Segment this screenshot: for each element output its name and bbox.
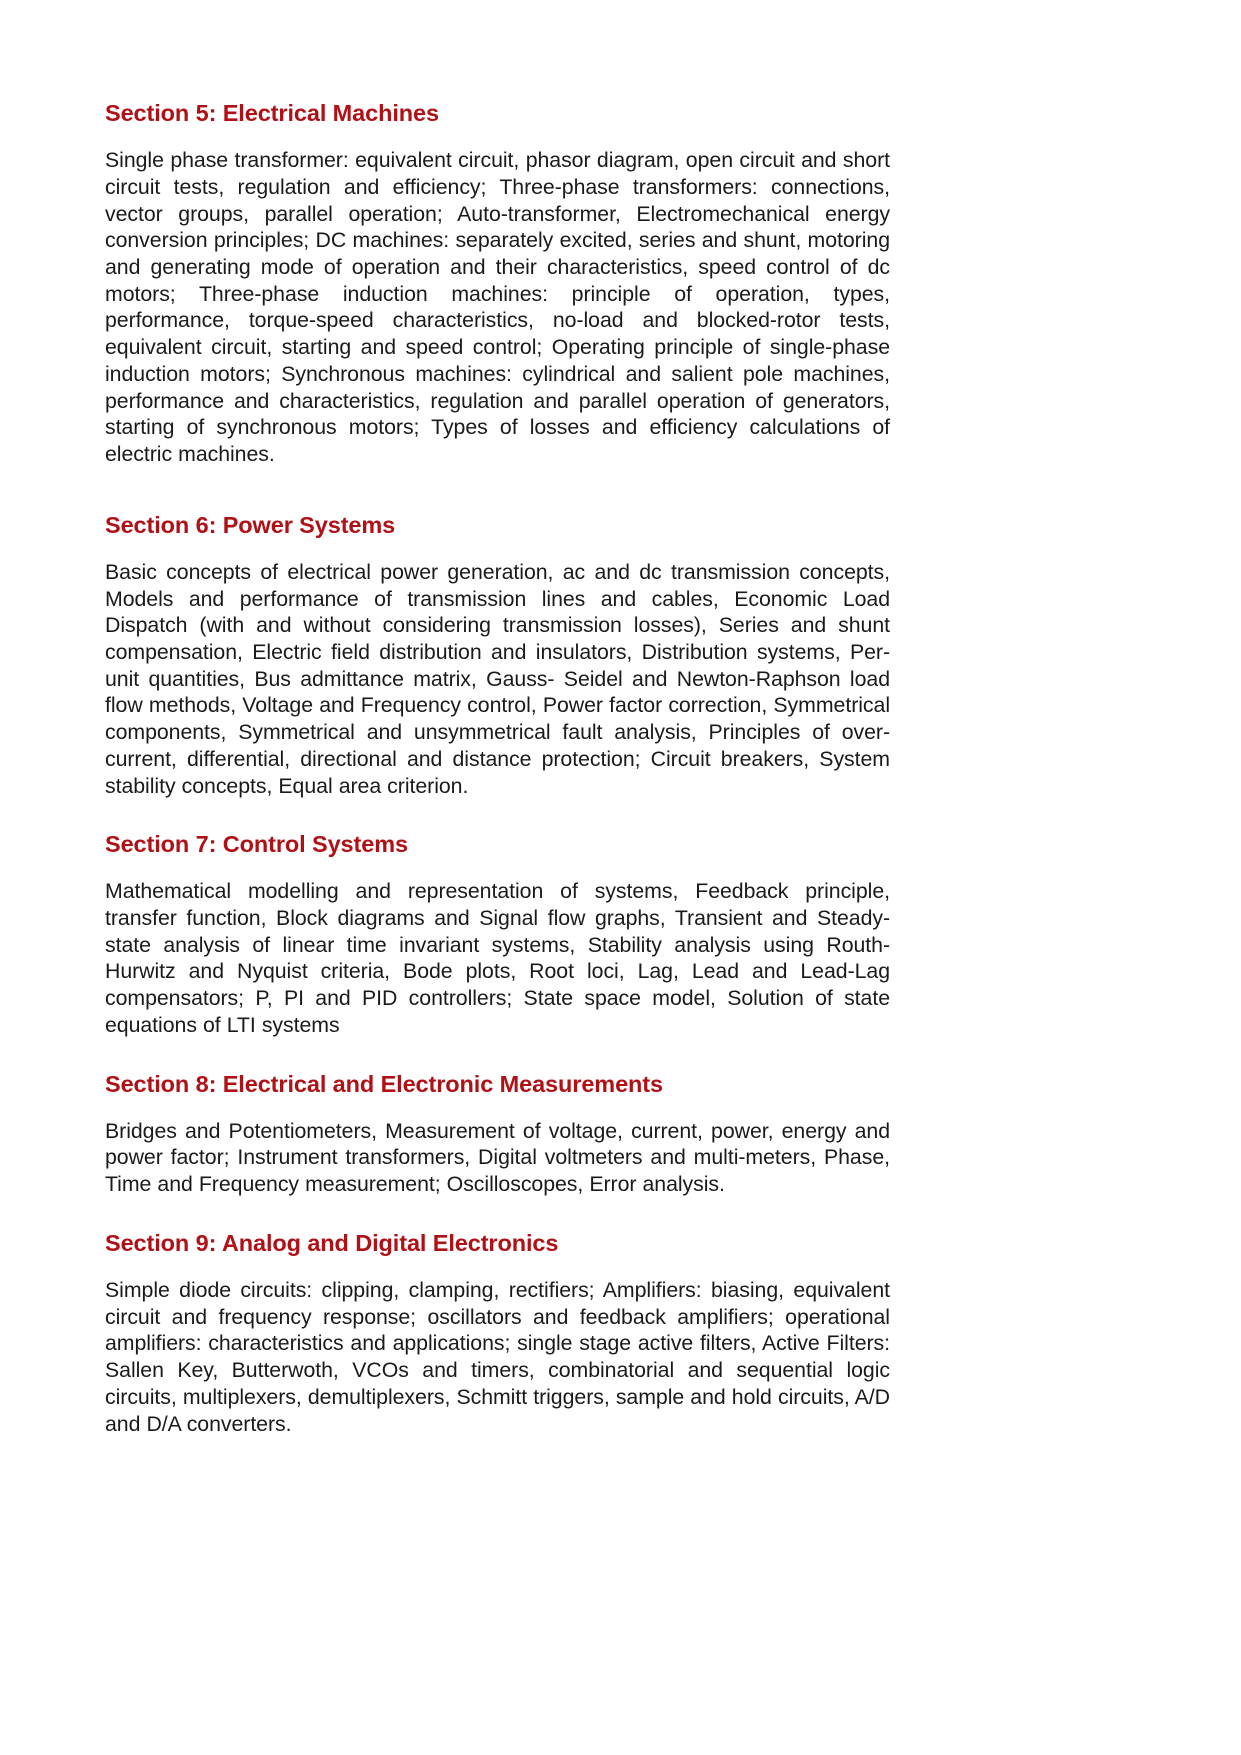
spacer [105,1198,890,1228]
section-body-5: Single phase transformer: equivalent circuit, phasor diagram, open circuit and short circuit tests, regulation and efficiency; Three-phase transformers: connections, vector groups, parallel operation; Auto-transformer, Electromechanical energy conversion principles; DC machines: separately excited, series and shunt, motoring and generating mode of operation and their characteristics, speed control of dc motors; Three-phase induction machines: principle of operation, types, performance, torque-speed characteristics, no-load and blocked-rotor tests, equivalent circuit, starting and speed control; Operating principle of single-phase induction motors; Synchronous machines: cylindrical and salient pole machines, performance and characteristics, regulation and parallel operation of generators, starting of synchronous motors; Types of losses and efficiency calculations of electric machines. [105,148,890,466]
spacer [105,1258,890,1277]
section-body-8: Bridges and Potentiometers, Measurement of voltage, current, power, energy and power factor; Instrument transformers, Digital voltmeters and multi-meters, Phase, Time and Frequency measurement; Oscilloscopes, Error analysis. [105,1118,890,1197]
section-body-6: Basic concepts of electrical power generation, ac and dc transmission concepts, Models and performance of transmission lines and cables, Economic Load Dispatch (with and without considering transmission losses), Series and shunt compensation, Electric field distribution and insulators, Distribution systems, Per-unit quantities, Bus admittance matrix, Gauss- Seidel and Newton-Raphson load flow methods, Voltage and Frequency control, Power factor correction, Symmetrical components, Symmetrical and unsymmetrical fault analysis, Principles of over-current, differential, directional and distance protection; Circuit breakers, System stability concepts, Equal area criterion. [105,559,890,798]
spacer [105,128,890,147]
section-heading-8: Section 8: Electrical and Electronic Measurements [105,1070,663,1097]
section-heading-5: Section 5: Electrical Machines [105,100,439,126]
section-7 [105,829,890,1038]
section-8 [105,1069,890,1198]
section-6 [105,510,890,800]
section-heading-9: Section 9: Analog and Digital Electronics [105,1229,559,1256]
document-content [105,98,890,1437]
section-body-9: Simple diode circuits: clipping, clamping, rectifiers; Amplifiers: biasing, equivalent circuit and frequency response; oscillators and feedback amplifiers; operational amplifiers: characteristics and applications; single stage active filters, Active Filters: Sallen Key, Butterwoth, VCOs and timers, combinatorial and sequential logic circuits, multiplexers, demultiplexers, Schmitt triggers, sample and hold circuits, A/D and D/A converters. [105,1277,890,1436]
spacer [105,468,890,510]
section-heading-7: Section 7: Control Systems [105,831,408,858]
section-heading-6: Section 6: Power Systems [105,511,396,538]
spacer [105,859,890,878]
section-5 [105,98,890,468]
spacer [105,1099,890,1118]
spacer [105,540,890,559]
spacer [105,1039,890,1069]
section-9 [105,1228,890,1437]
section-body-7: Mathematical modelling and representation of systems, Feedback principle, transfer function, Block diagrams and Signal flow graphs, Transient and Steady-state analysis of linear time invariant systems, Stability analysis using Routh-Hurwitz and Nyquist criteria, Bode plots, Root loci, Lag, Lead and Lead-Lag compensators; P, PI and PID controllers; State space model, Solution of state equations of LTI systems [105,879,890,1037]
spacer [105,799,890,829]
